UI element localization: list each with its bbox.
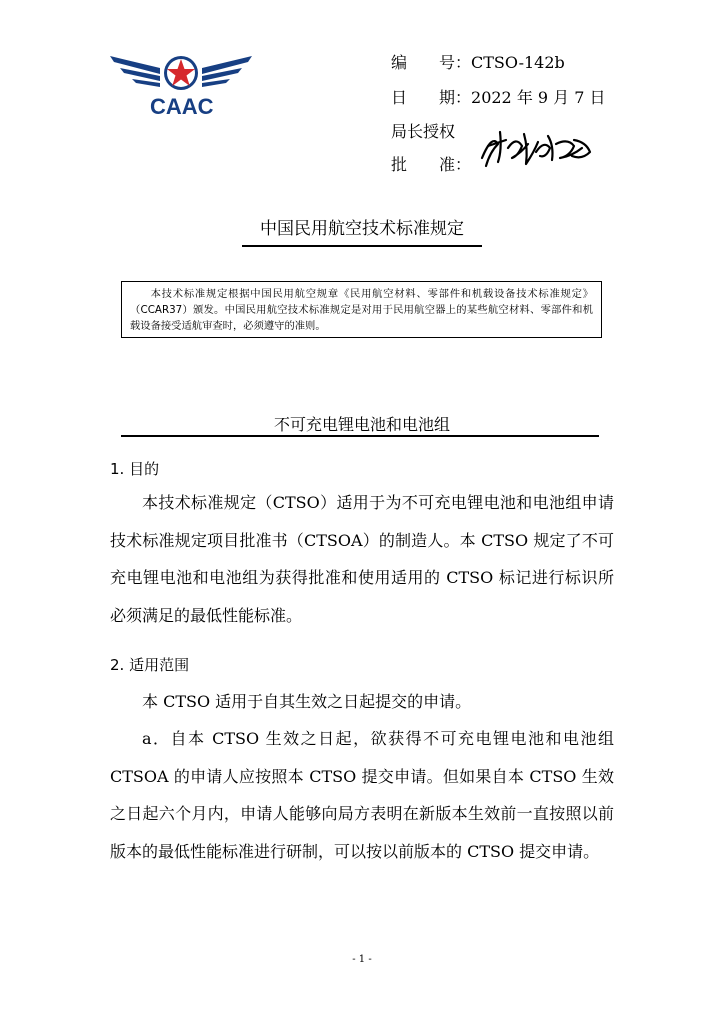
- approval-label-line1: 局长授权: [391, 122, 456, 141]
- approval-label-line2: 批 准：: [391, 155, 472, 174]
- document-title: 中国民用航空技术标准规定: [260, 219, 464, 239]
- title-underline: [242, 245, 482, 247]
- subtitle-underline: [121, 435, 599, 437]
- section-1-paragraph: 本技术标准规定（CTSO）适用于为不可充电锂电池和电池组申请技术标准规定项目批准书（CTSOA）的制造人。本 CTSO 规定了不可充电锂电池和电池组为获得批准和使用适用的 CTSO 标记进行标识所必须满足的最低性能标准。: [110, 493, 614, 625]
- section-2-paragraph-1: 本 CTSO 适用于自其生效之日起提交的申请。: [142, 692, 472, 711]
- date-value: 2022 年 9 月 7 日: [471, 88, 606, 107]
- subtitle: 不可充电锂电池和电池组: [273, 415, 450, 434]
- doc-number-value: CTSO-142b: [471, 53, 565, 72]
- date-label: 日 期：: [391, 88, 472, 107]
- caac-logo: [108, 46, 254, 122]
- page-number: - 1 -: [352, 954, 372, 965]
- signature-image: [478, 122, 598, 170]
- section-2-heading: 2. 适用范围: [110, 656, 190, 674]
- section-2-paragraph-2: a．自本 CTSO 生效之日起，欲获得不可充电锂电池和电池组 CTSOA 的申请人应按照本 CTSO 提交申请。但如果自本 CTSO 生效之日起六个月内，申请人能够向局方表明在新版本生效前一直按照以前版本的最低性能标准进行研制，可以按以前版本的 CTSO 提交申请。: [110, 729, 614, 861]
- date-row: [391, 88, 606, 108]
- notice-box: 本技术标准规定根据中国民用航空规章《民用航空材料、零部件和机载设备技术标准规定》（CCAR37）颁发。中国民用航空技术标准规定是对用于民用航空器上的某些航空材料、零部件和机载设备接受适航审查时，必须遵守的准则。: [121, 281, 602, 338]
- doc-number-label: 编 号：: [391, 53, 472, 72]
- logo-wordmark: CAAC: [150, 94, 214, 119]
- section-1-heading: 1. 目的: [110, 460, 160, 478]
- caac-wings-emblem: [108, 46, 254, 96]
- doc-number-row: [391, 53, 565, 73]
